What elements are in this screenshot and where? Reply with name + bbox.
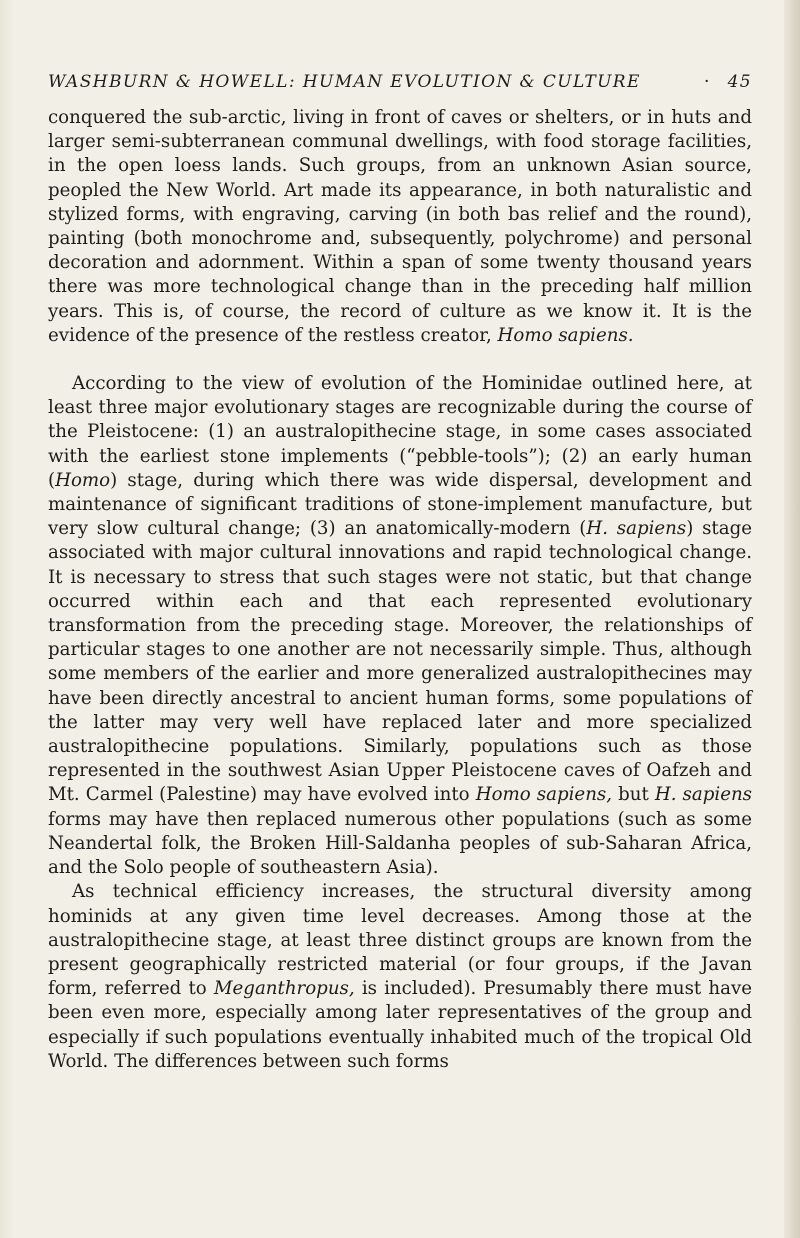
body-text <box>48 106 752 1074</box>
paragraph-3 <box>48 880 752 1074</box>
running-title: WASHBURN & HOWELL: HUMAN EVOLUTION & CULTURE <box>48 72 641 92</box>
page-gutter-left <box>0 0 14 1238</box>
italic-text-segment: Meganthropus, <box>213 978 355 1000</box>
italic-text-segment: Homo sapiens, <box>475 784 613 806</box>
paragraph-2 <box>48 372 752 880</box>
running-head <box>48 72 752 92</box>
paragraph-spacer <box>48 348 752 372</box>
text-segment: but <box>612 784 655 806</box>
italic-text-segment: H. sapiens <box>654 784 753 806</box>
text-segment: ) stage, during which there was wide dispersal, development and maintenance of significant traditions of stone-implement manufacture, but very slow cultural change; (3) an anatomically-modern ( <box>48 469 752 540</box>
text-segment: conquered the sub-arctic, living in front of caves or shelters, or in huts and larger semi-subterranean communal dwellings, with food storage facilities, in the open loess lands. Such groups, from an unknown Asian source, peopled the New World. Art made its appearance, in both naturalistic and stylized forms, with engraving, carving (in both bas relief and the round), painting (both monochrome and, subsequently, polychrome) and personal decoration and adornment. Within a span of some twenty thousand years there was more technological change than in the preceding half million years. This is, of course, the record of culture as we know it. It is the evidence of the presence of the restless creator, <box>48 107 752 346</box>
italic-text-segment: H. sapiens <box>586 518 687 540</box>
text-segment: ) stage associated with major cultural innovations and rapid technological change. It is necessary to stress that such stages were not static, but that change occurred within each and that each represented evolutionary transformation from the preceding stage. Moreover, the relationships of particular stages to one another are not necessarily simple. Thus, although some members of the earlier and more generalized australopithecines may have been directly ancestral to ancient human forms, some populations of the latter may very well have replaced later and more specialized australopithecine populations. Similarly, populations such as those represented in the southwest Asian Upper Pleistocene caves of Oafzeh and Mt. Carmel (Palestine) may have evolved into <box>48 518 752 806</box>
italic-text-segment: Homo sapiens. <box>497 324 634 346</box>
text-segment: forms may have then replaced numerous other populations (such as some Neandertal folk, the Broken Hill-Saldanha peoples of sub-Saharan Africa, and the Solo people of southeastern Asia). <box>48 808 752 879</box>
paragraph-1 <box>48 106 752 348</box>
page-number: 45 <box>727 72 752 92</box>
page-gutter-right <box>784 0 800 1238</box>
text-segment: is included). Presumably there must have been even more, especially among later representatives of the group and especially if such populations eventually inhabited much of the tropical Old World. The differences between such forms <box>48 978 752 1072</box>
text-segment: As technical efficiency increases, the structural diversity among hominids at any given time level decreases. Among those at the australopithecine stage, at least three distinct groups are known from the present geographically restricted material (or four groups, if the Javan form, referred to <box>48 881 752 1000</box>
book-page <box>48 72 752 1074</box>
header-separator: · <box>703 72 711 92</box>
italic-text-segment: Homo <box>55 469 111 491</box>
text-segment: According to the view of evolution of the Hominidae outlined here, at least three major evolutionary stages are recognizable during the course of the Pleistocene: (1) an australopithecine stage, in some cases associated with the earliest stone implements (“pebble-tools”); (2) an early human ( <box>48 373 752 491</box>
